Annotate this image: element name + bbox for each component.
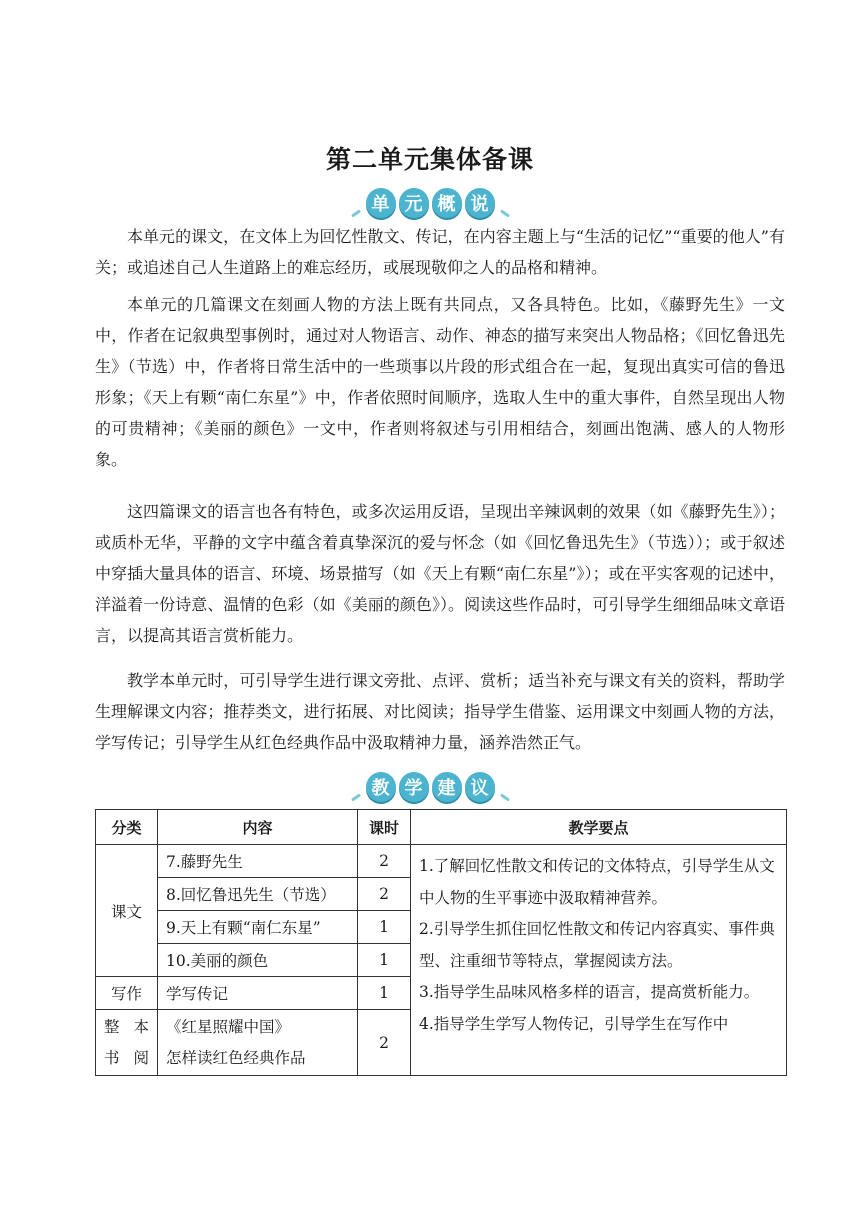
banner-char: 单 (366, 188, 396, 218)
content-cell: 7.藤野先生 (158, 845, 358, 878)
paragraph-3: 这四篇课文的语言也各有特色，或多次运用反语，呈现出辛辣讽刺的效果（如《藤野先生》）；或质朴无华，平静的文字中蕴含着真挚深沉的爱与怀念（如《回忆鲁迅先生》（节选））；或于叙述中穿插大量具体的语言、环境、场景描写（如《天上有颗“南仁东星”》）；或在平实客观的记述中，洋溢着一份诗意、温情的色彩（如《美丽的颜色》）。阅读这些作品时，可引导学生细细品味文章语言，以提高其语言赏析能力。 (95, 502, 785, 645)
hours-cell: 2 (358, 845, 411, 878)
category-cell: 课文 (96, 845, 158, 977)
content-cell (158, 1010, 358, 1076)
content-cell: 8.回忆鲁迅先生（节选） (158, 878, 358, 911)
key-point: 2.引导学生抓住回忆性散文和传记内容真实、事件典型、注重细节等特点，掌握阅读方法。 (419, 920, 775, 970)
paragraph-1: 本单元的课文，在文体上为回忆性散文、传记，在内容主题上与“生活的记忆”“重要的他人”有关；或追述自己人生道路上的难忘经历，或展现敬仰之人的品格和精神。 (95, 227, 785, 277)
category-cell: 整本书阅 (96, 1010, 158, 1076)
banner-char: 教 (366, 772, 396, 802)
header-content: 内容 (158, 810, 358, 845)
key-points-cell (411, 845, 787, 1076)
table-header-row (96, 810, 787, 845)
key-point: 3.指导学生品味风格多样的语言，提高赏析能力。 (419, 983, 760, 1001)
header-hours: 课时 (358, 810, 411, 845)
banner-char: 说 (465, 188, 495, 218)
hours-cell: 2 (358, 878, 411, 911)
banner-char: 建 (432, 772, 462, 802)
book-line: 《红星照耀中国》 (166, 1017, 291, 1036)
content-cell: 学写传记 (158, 977, 358, 1010)
banner-right-decoration (498, 189, 514, 217)
banner-char: 元 (399, 188, 429, 218)
section-banner-teaching-suggestions (0, 769, 860, 805)
teaching-plan-table (95, 809, 787, 1076)
banner-char: 概 (432, 188, 462, 218)
banner-left-decoration (347, 773, 363, 801)
banner-right-decoration (498, 773, 514, 801)
section-banner-unit-overview (0, 185, 860, 221)
content-cell: 10.美丽的颜色 (158, 944, 358, 977)
banner-char: 议 (465, 772, 495, 802)
hours-cell: 2 (358, 1010, 411, 1076)
header-key-points: 教学要点 (411, 810, 787, 845)
banner-left-decoration (347, 189, 363, 217)
hours-cell: 1 (358, 977, 411, 1010)
hours-cell: 1 (358, 911, 411, 944)
paragraph-4: 教学本单元时，可引导学生进行课文旁批、点评、赏析；适当补充与课文有关的资料，帮助学生理解课文内容；推荐类文，进行拓展、对比阅读；指导学生借鉴、运用课文中刻画人物的方法，学写传记；引导学生从红色经典作品中汲取精神力量，涵养浩然正气。 (95, 671, 785, 752)
banner-char: 学 (399, 772, 429, 802)
book-line: 怎样读红色经典作品 (166, 1048, 306, 1067)
key-point: 4.指导学生学写人物传记，引导学生在写作中 (419, 1014, 729, 1033)
page-title: 第二单元集体备课 (325, 145, 534, 174)
header-category: 分类 (96, 810, 158, 845)
key-point: 1.了解回忆性散文和传记的文体特点，引导学生从文中人物的生平事迹中汲取精神营养。 (419, 857, 775, 907)
category-cell: 写作 (96, 977, 158, 1010)
paragraph-2: 本单元的几篇课文在刻画人物的方法上既有共同点，又各具特色。比如，《藤野先生》一文中，作者在记叙典型事例时，通过对人物语言、动作、神态的描写来突出人物品格；《回忆鲁迅先生》（节选）中，作者将日常生活中的一些琐事以片段的形式组合在一起，复现出真实可信的鲁迅形象；《天上有颗“南仁东星”》中，作者依照时间顺序，选取人生中的重大事件，自然呈现出人物的可贵精神；《美丽的颜色》一文中，作者则将叙述与引用相结合，刻画出饱满、感人的人物形象。 (95, 295, 785, 469)
hours-cell: 1 (358, 944, 411, 977)
table-row (96, 845, 787, 878)
content-cell: 9.天上有颗“南仁东星” (158, 911, 358, 944)
